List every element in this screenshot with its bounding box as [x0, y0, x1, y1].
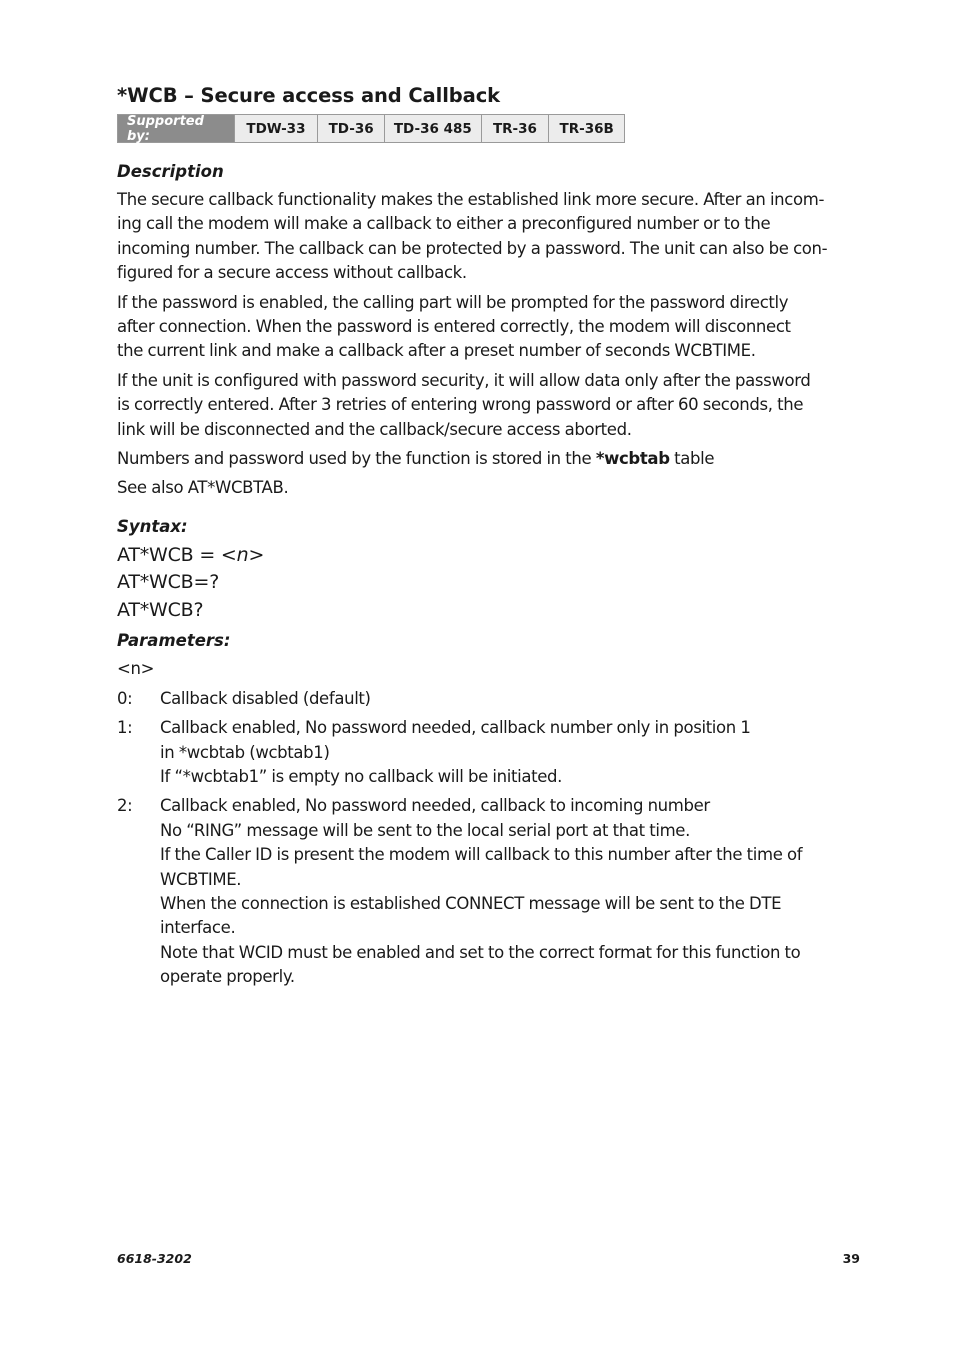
- parameter-item: [117, 716, 862, 789]
- text-line: WCBTIME.: [160, 869, 242, 889]
- text-span: AT*WCB = <: [117, 543, 237, 566]
- parameter-key: 2:: [117, 796, 133, 816]
- description-paragraph: [117, 447, 862, 471]
- text-line: link will be disconnected and the callback/secure access aborted.: [117, 419, 632, 439]
- parameter-name: <n>: [117, 659, 155, 679]
- description-heading: Description: [117, 162, 224, 181]
- text-line: incoming number. The callback can be protected by a password. The unit can also be con-: [117, 238, 828, 258]
- page-number: 39: [842, 1251, 860, 1266]
- parameter-value: [160, 687, 862, 711]
- text-line: When the connection is established CONNECT message will be sent to the DTE: [160, 894, 782, 914]
- text-line: Callback enabled, No password needed, callback number only in position 1: [160, 718, 751, 738]
- supported-by-table: [117, 114, 625, 143]
- supported-model: TR-36: [481, 115, 549, 142]
- text-line: after connection. When the password is entered correctly, the modem will disconnect: [117, 317, 791, 337]
- page-title: *WCB – Secure access and Callback: [117, 84, 501, 107]
- text-span: table: [669, 449, 715, 469]
- text-line: The secure callback functionality makes the established link more secure. After an incom-: [117, 190, 825, 209]
- page-content: [117, 82, 862, 990]
- syntax-line: AT*WCB=?: [117, 571, 220, 594]
- text-line: If “*wcbtab1” is empty no callback will be initiated.: [160, 767, 563, 786]
- description-paragraph: [117, 369, 862, 442]
- text-line: figured for a secure access without callback.: [117, 263, 467, 283]
- supported-by-label: Supported by:: [118, 115, 234, 142]
- text-line: in *wcbtab (wcbtab1): [160, 742, 330, 762]
- text-line: ing call the modem will make a callback to either a preconfigured number or to the: [117, 214, 771, 234]
- syntax-block: [117, 542, 862, 625]
- parameters-heading: Parameters:: [117, 631, 231, 651]
- text-line: Note that WCID must be enabled and set to the correct format for this function to: [160, 942, 801, 962]
- page-footer: [117, 1251, 860, 1266]
- wcbtab-reference: *wcbtab: [595, 449, 670, 469]
- supported-model: TD-36: [317, 115, 384, 142]
- syntax-line: AT*WCB?: [117, 598, 204, 621]
- syntax-variable: n: [236, 543, 249, 566]
- parameter-key: 0:: [117, 688, 133, 708]
- parameter-item: [117, 794, 862, 989]
- text-line: If the password is enabled, the calling part will be prompted for the password directly: [117, 292, 789, 312]
- parameter-value: [160, 794, 862, 989]
- text-line: No “RING” message will be sent to the local serial port at that time.: [160, 820, 690, 840]
- text-span: >: [248, 543, 265, 566]
- text-line: Callback enabled, No password needed, callback to incoming number: [160, 796, 710, 816]
- document-number: 6618-3202: [117, 1251, 192, 1266]
- description-paragraph: [117, 291, 862, 364]
- text-line: operate properly.: [160, 967, 295, 987]
- text-line: If the Caller ID is present the modem will callback to this number after the time of: [160, 845, 803, 865]
- supported-model: TDW-33: [234, 115, 318, 142]
- text-line: interface.: [160, 918, 236, 938]
- parameter-value: [160, 716, 862, 789]
- text-line: is correctly entered. After 3 retries of entering wrong password or after 60 seconds, the: [117, 395, 804, 415]
- text-line: Callback disabled (default): [160, 688, 371, 708]
- text-line: the current link and make a callback after a preset number of seconds WCBTIME.: [117, 341, 756, 361]
- supported-model: TR-36B: [548, 115, 624, 142]
- supported-model: TD-36 485: [384, 115, 481, 142]
- description-paragraph: [117, 188, 862, 286]
- parameter-item: [117, 687, 862, 711]
- text-line: If the unit is configured with password security, it will allow data only after the password: [117, 370, 811, 390]
- text-span: Numbers and password used by the function is stored in the: [117, 449, 596, 469]
- syntax-heading: Syntax:: [117, 516, 188, 536]
- syntax-line: [117, 542, 862, 570]
- see-also-text: See also AT*WCBTAB.: [117, 478, 289, 498]
- parameter-key: 1:: [117, 718, 133, 738]
